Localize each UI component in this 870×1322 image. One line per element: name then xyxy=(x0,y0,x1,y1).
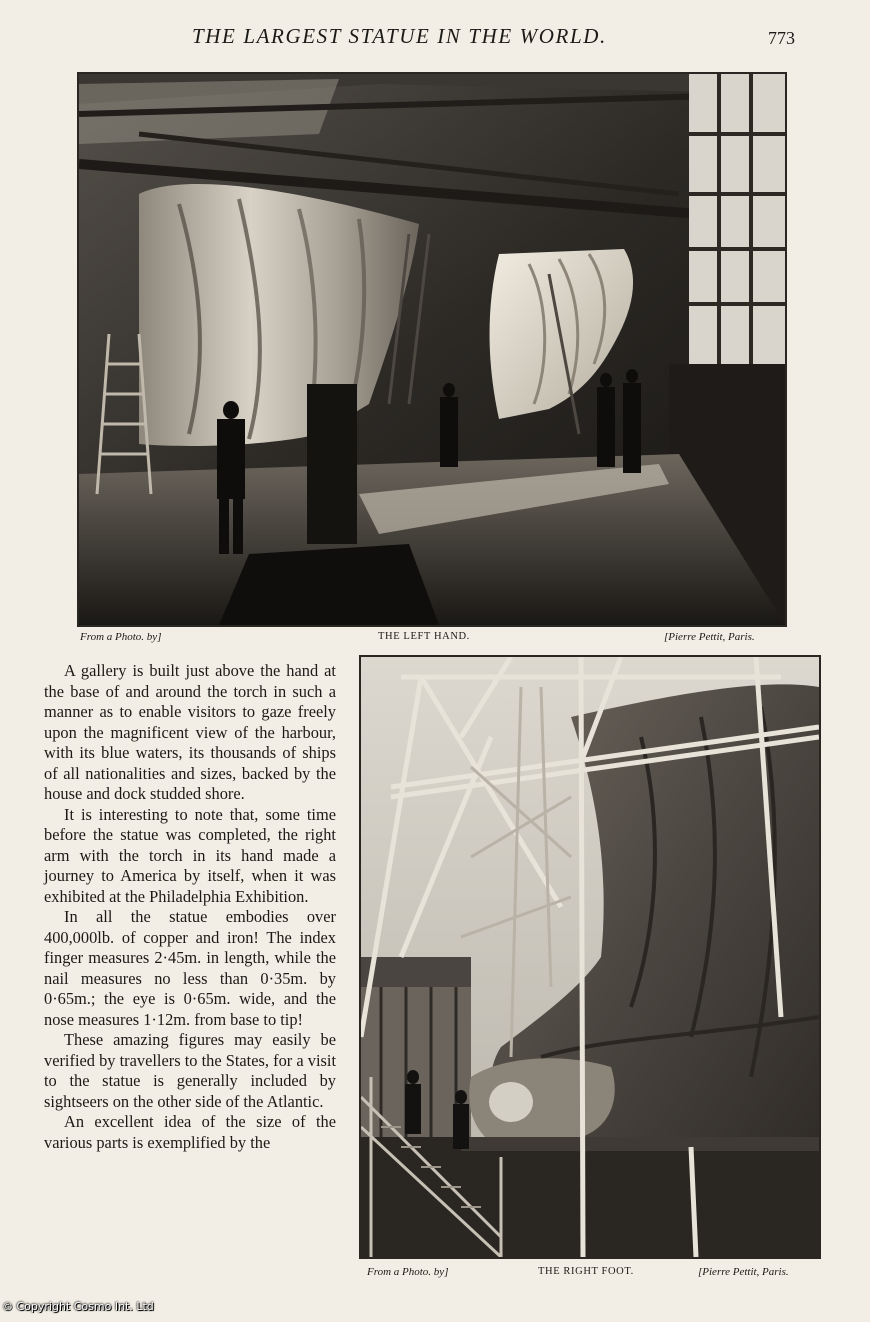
left-hand-illustration xyxy=(79,74,785,625)
figure2-caption-title: THE RIGHT FOOT. xyxy=(538,1266,634,1277)
running-title: THE LARGEST STATUE IN THE WORLD. xyxy=(192,24,607,48)
copyright-watermark: © Copyright Cosmo Int. Ltd xyxy=(2,1300,154,1313)
figure2-caption-credit: From a Photo. by] xyxy=(367,1266,449,1278)
figure1-caption-title: THE LEFT HAND. xyxy=(378,631,470,642)
paragraph-verified: These amazing figures may easily be verified by travellers to the States, for a visit to the statue is generally included by sightseers on the other side of the Atlantic. xyxy=(44,1030,336,1111)
figure1-caption-credit: From a Photo. by] xyxy=(80,631,162,643)
paragraph-figures: In all the statue embodies over 400,000lb. of copper and iron! The index finger measures 2·45m. in length, while the nail measures no less than 0·35m. by 0·65m.; the eye is 0·65m. wide, and the nose measures 1·12m. from base to tip! xyxy=(44,907,336,1029)
figure1-caption-photographer: [Pierre Pettit, Paris. xyxy=(664,631,755,643)
photo-left-hand xyxy=(77,72,787,627)
photo-right-foot xyxy=(359,655,821,1259)
paragraph-gallery: A gallery is built just above the hand at the base of and around the torch in such a manner as to enable visitors to gaze freely upon the magnificent view of the harbour, with its blue waters, its thousands of ships of all nationalities and sizes, backed by the house and dock studded shore. xyxy=(44,661,336,803)
paragraph-size: An excellent idea of the size of the various parts is exemplified by the xyxy=(44,1112,336,1152)
figure2-caption-photographer: [Pierre Pettit, Paris. xyxy=(698,1266,789,1278)
page-number: 773 xyxy=(768,28,795,48)
paragraph-journey: It is interesting to note that, some time before the statue was completed, the right arm with the torch in its hand made a journey to America by itself, when it was exhibited at the Philadelphia Exhibition. xyxy=(44,804,336,906)
right-foot-illustration xyxy=(361,657,819,1257)
article-body xyxy=(44,661,336,1153)
page-header xyxy=(0,22,870,52)
